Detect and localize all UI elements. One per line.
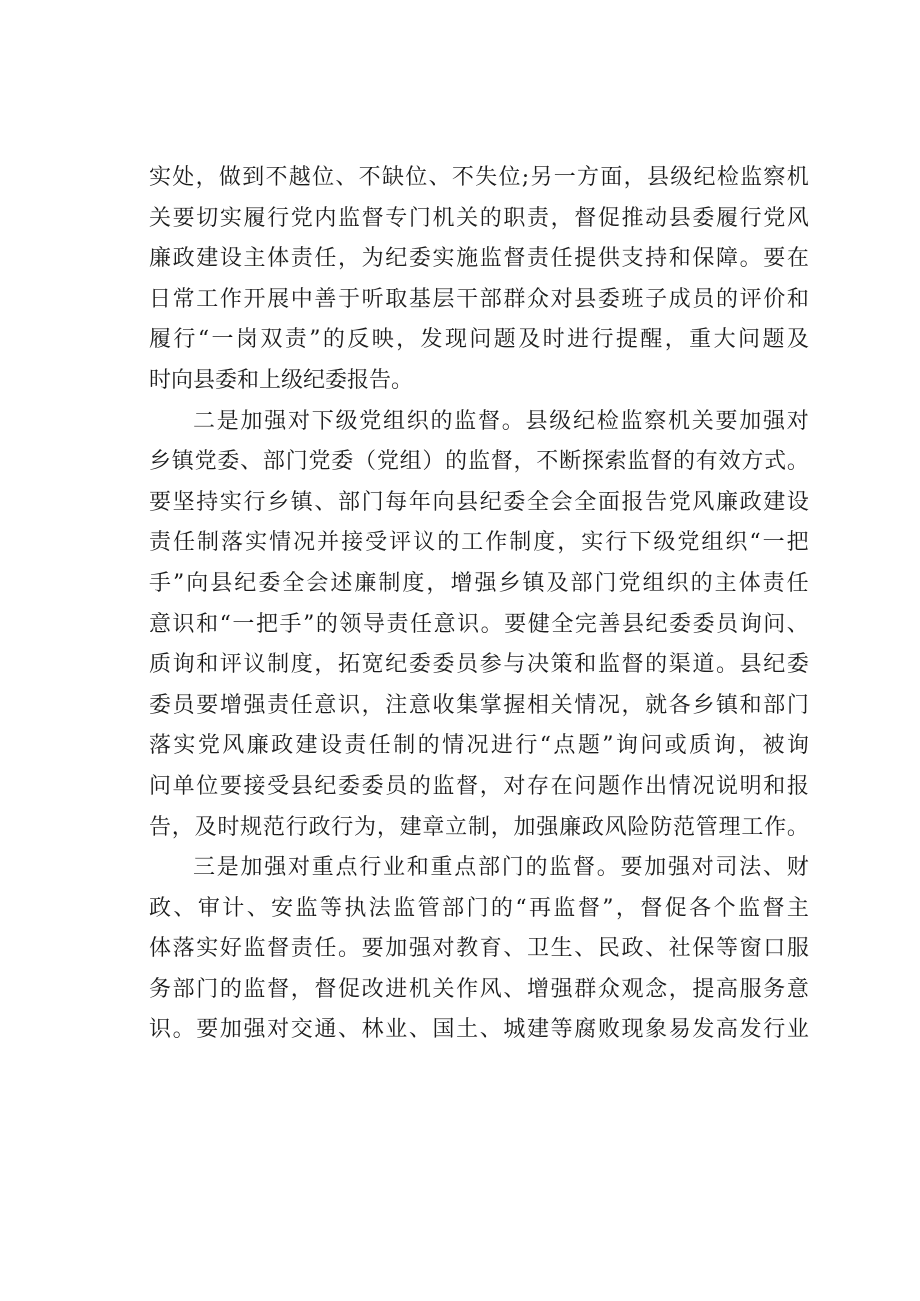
text-line: 告 ， 及 时 规 范 行 政 行 为 ， 建 章 立 制 ， 加 强 廉 政 风 险 防 范 管 理 工 作 。: [149, 814, 809, 840]
text-line: 时向县委和上级纪委报告。: [149, 367, 414, 393]
text-line: 三 是 加 强 对 重 点 行 业 和 重 点 部 门 的 监 督 。 要 加 强 对 司 法 、 财: [193, 855, 809, 881]
text-line: 意 识 和 “ 一 把 手 ” 的 领 导 责 任 意 识 。 要 健 全 完 善 县 纪 委 委 员 询 问 、: [149, 611, 809, 637]
text-line: 识 。 要 加 强 对 交 通 、 林 业 、 国 土 、 城 建 等 腐 败 现 象 易 发 高 发 行 业: [149, 1017, 809, 1043]
body-text: [149, 158, 809, 1051]
text-line: 务 部 门 的 监 督 ， 督 促 改 进 机 关 作 风 、 增 强 群 众 观 念 ， 提 高 服 务 意: [149, 976, 809, 1002]
text-line: 履 行 “ 一 岗 双 责 ” 的 反 映 ， 发 现 问 题 及 时 进 行 提 醒 ， 重 大 问 题 及: [149, 327, 809, 353]
text-line: 乡 镇 党 委 、 部 门 党 委 （ 党 组 ） 的 监 督 ， 不 断 探 索 监 督 的 有 效 方 式 。: [149, 449, 809, 475]
text-line: 日 常 工 作 开 展 中 善 于 听 取 基 层 干 部 群 众 对 县 委 班 子 成 员 的 评 价 和: [149, 286, 809, 312]
text-line: 手 ” 向 县 纪 委 全 会 述 廉 制 度 ， 增 强 乡 镇 及 部 门 党 组 织 的 主 体 责 任: [149, 570, 809, 596]
text-line: 实 处 ， 做 到 不 越 位 、 不 缺 位 、 不 失 位 ; 另 一 方 面 ， 县 级 纪 检 监 察 机: [149, 165, 809, 190]
text-line: 责 任 制 落 实 情 况 并 接 受 评 议 的 工 作 制 度 ， 实 行 下 级 党 组 织 “ 一 把: [149, 530, 809, 556]
text-line: 委 员 要 增 强 责 任 意 识 ， 注 意 收 集 掌 握 相 关 情 况 ， 就 各 乡 镇 和 部 门: [149, 692, 809, 718]
text-line: 质 询 和 评 议 制 度 ， 拓 宽 纪 委 委 员 参 与 决 策 和 监 督 的 渠 道 。 县 纪 委: [149, 652, 809, 678]
text-line: 问 单 位 要 接 受 县 纪 委 委 员 的 监 督 ， 对 存 在 问 题 作 出 情 况 说 明 和 报: [149, 773, 809, 799]
text-line: 廉 政 建 设 主 体 责 任 ， 为 纪 委 实 施 监 督 责 任 提 供 支 持 和 保 障 。 要 在: [149, 246, 809, 272]
text-line: 二 是 加 强 对 下 级 党 组 织 的 监 督 。 县 级 纪 检 监 察 机 关 要 加 强 对: [193, 408, 809, 434]
text-line: 关 要 切 实 履 行 党 内 监 督 专 门 机 关 的 职 责 ， 督 促 推 动 县 委 履 行 党 风: [149, 205, 809, 231]
text-line: 体 落 实 好 监 督 责 任 。 要 加 强 对 教 育 、 卫 生 、 民 政 、 社 保 等 窗 口 服: [149, 936, 809, 962]
text-line: 落 实 党 风 廉 政 建 设 责 任 制 的 情 况 进 行 “ 点 题 ” 询 问 或 质 询 ， 被 询: [149, 733, 809, 759]
text-line: 要 坚 持 实 行 乡 镇 、 部 门 每 年 向 县 纪 委 全 会 全 面 报 告 党 风 廉 政 建 设: [149, 489, 809, 515]
text-line: 政 、 审 计 、 安 监 等 执 法 监 管 部 门 的 “ 再 监 督 ” ， 督 促 各 个 监 督 主: [149, 895, 809, 921]
